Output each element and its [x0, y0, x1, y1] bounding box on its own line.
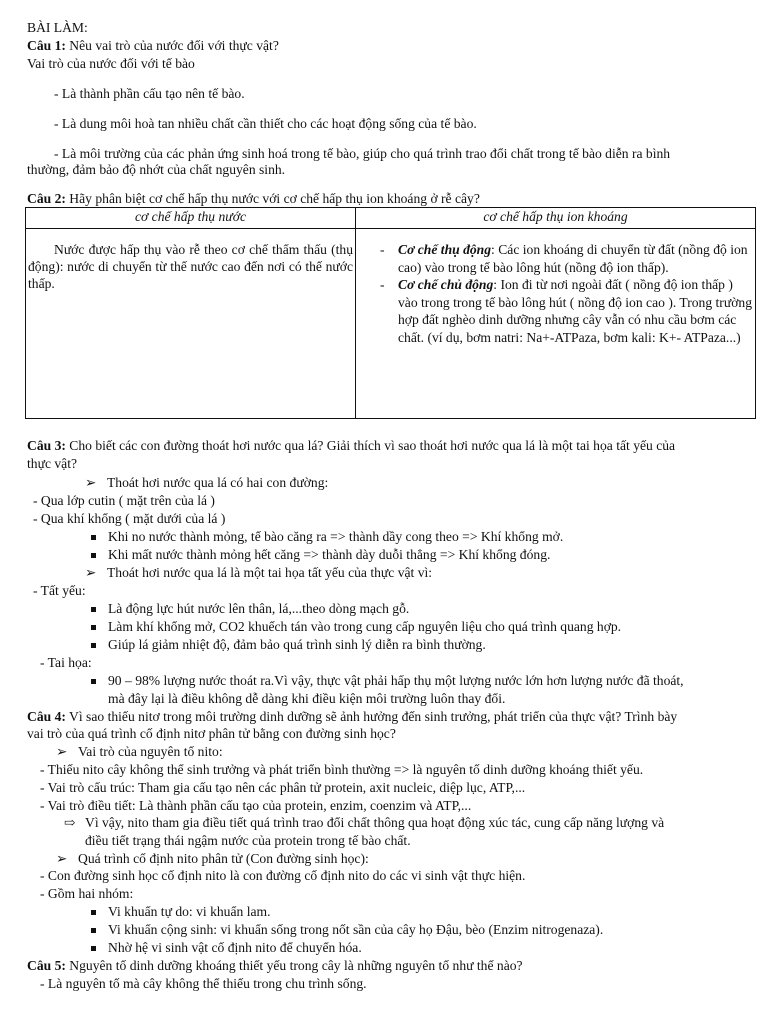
passive-mechanism — [358, 241, 753, 276]
q4-label: Câu 4: — [27, 709, 66, 724]
q3-dash-1: - Qua lớp cutin ( mặt trên của lá ) — [33, 493, 215, 508]
q1-label: Câu 1: — [27, 38, 66, 53]
q4-dash-1: - Thiếu nito cây không thể sinh trưởng và phát triển bình thường => là nguyên tố dinh dưỡng khoáng thiết yếu. — [40, 762, 644, 777]
table-header-water: cơ chế hấp thụ nước — [26, 208, 356, 229]
q4-double-arrow-cont: điều tiết trạng thái ngậm nước của protein trong tế bào chất. — [85, 833, 411, 848]
arrow-bullet-icon: ➢ — [56, 744, 68, 759]
q4-double-arrow-item — [64, 815, 664, 830]
q4-dash-3: - Vai trò điều tiết: Là thành phần cấu tạo của protein, enzim, coenzim và ATP,... — [40, 798, 472, 813]
table-cell-ion — [356, 229, 756, 419]
q3-dash-4: - Tai họa: — [40, 655, 92, 670]
table-cell-water — [26, 229, 356, 419]
square-bullet-icon — [91, 553, 96, 558]
q1-question — [27, 38, 279, 53]
q5-question-text: Nguyên tố dinh dưỡng khoáng thiết yếu trong cây là những nguyên tố như thế nào? — [65, 958, 523, 973]
q5-dash-1: - Là nguyên tố mà cây không thể thiếu trong chu trình sống. — [40, 976, 367, 991]
passive-title: Cơ chế thụ động — [398, 242, 492, 257]
q1-question-text: Nêu vai trò của nước đối với thực vật? — [65, 38, 279, 53]
q3-dash-2: - Qua khí khổng ( mặt dưới của lá ) — [33, 511, 226, 526]
dash-marker: - — [380, 242, 385, 257]
table-header-row — [26, 208, 756, 229]
table-row — [26, 229, 756, 419]
q1-item-3: - Là môi trường của các phản ứng sinh hoá trong tế bào, giúp cho quá trình trao đổi chất trong tế bào diễn ra bình — [54, 146, 671, 161]
square-bullet-icon — [91, 625, 96, 630]
q3-label: Câu 3: — [27, 438, 66, 453]
q4-arrow-item-2 — [56, 851, 369, 866]
q2-question-text: Hãy phân biệt cơ chế hấp thụ nước với cơ chế hấp thụ ion khoáng ở rễ cây? — [65, 191, 480, 206]
q4-question-text: Vì sao thiếu nitơ trong môi trường dinh dưỡng sẽ ảnh hưởng đến sinh trưởng, phát triển của thực vật? Trình bày — [65, 709, 678, 724]
q3-arrow-item-2 — [85, 565, 432, 580]
passive-text: : Các ion khoáng di chuyển từ đất (nồng độ ion cao) vào trong tế bào lông hút (nồng độ ion thấp). — [398, 242, 748, 275]
q3-question-text: Cho biết các con đường thoát hơi nước qua lá? Giải thích vì sao thoát hơi nước qua lá là một tai họa tất yếu của — [65, 438, 676, 453]
q1-item-1: - Là thành phần cấu tạo nên tế bào. — [54, 86, 245, 101]
q2-question — [27, 191, 480, 206]
dash-marker: - — [380, 277, 385, 292]
q5-label: Câu 5: — [27, 958, 66, 973]
q3-square-2: Khi mất nước thành mỏng hết căng => thành dày duỗi thẳng => Khí khổng đóng. — [108, 547, 551, 562]
q3-square-1: Khi no nước thành mỏng, tế bào căng ra => thành dầy cong theo => Khí khổng mở. — [108, 529, 564, 544]
active-title: Cơ chế chủ động — [398, 277, 494, 292]
active-text: : Ion đi từ nơi ngoài đất ( nồng độ ion thấp ) vào trong trong tế bào lông hút ( nồng độ ion cao ). Trong trường hợp đất nghèo dinh dưỡng nhưng cây vẫn có nhu cầu bơm các chất. (ví dụ, bơm natri: Na+-ATPaza, bơm kali: K+- ATPaza...) — [398, 277, 752, 345]
q4-question-cont: vai trò của quá trình cố định nitơ phân tử bằng con đường sinh học? — [27, 726, 396, 741]
q3-arrow-text-1: Thoát hơi nước qua lá có hai con đường: — [107, 475, 329, 490]
double-arrow-icon: ⇨ — [64, 815, 76, 830]
q3-arrow-item-1 — [85, 475, 328, 490]
square-bullet-icon — [91, 946, 96, 951]
q3-square-5: Giúp lá giảm nhiệt độ, đảm bảo quá trình sinh lý diễn ra bình thường. — [108, 637, 486, 652]
square-bullet-icon — [91, 607, 96, 612]
arrow-bullet-icon: ➢ — [56, 851, 68, 866]
q4-dash-4: - Con đường sinh học cố định nito là con đường cố định nito do các vi sinh vật thực hiện. — [40, 868, 526, 883]
q3-question — [27, 438, 675, 453]
arrow-bullet-icon: ➢ — [85, 475, 97, 490]
q3-square-3: Là động lực hút nước lên thân, lá,...theo dòng mạch gỗ. — [108, 601, 410, 616]
q1-subtitle: Vai trò của nước đối với tế bào — [27, 56, 195, 71]
q4-dash-2: - Vai trò cấu trúc: Tham gia cấu tạo nên các phân tử protein, axit nucleic, diệp lục, ATP,... — [40, 780, 526, 795]
q1-item-3-cont: thường, đảm bảo độ nhớt của chất nguyên sinh. — [27, 162, 286, 177]
q3-square-6: 90 – 98% lượng nước thoát ra.Vì vậy, thực vật phải hấp thụ một lượng nước lớn hơn lượng nước đã thoát, — [108, 673, 684, 688]
q4-square-1: Vi khuẩn tự do: vi khuẩn lam. — [108, 904, 271, 919]
water-mechanism-text: Nước được hấp thụ vào rễ theo cơ chế thẩm thấu (thụ động): nước di chuyển từ thế nước cao đến nơi có thế nước thấp. — [28, 242, 353, 291]
q4-arrow-item-1 — [56, 744, 223, 759]
comparison-table — [25, 207, 756, 419]
square-bullet-icon — [91, 535, 96, 540]
square-bullet-icon — [91, 679, 96, 684]
q4-square-2: Vi khuẩn cộng sinh: vi khuẩn sống trong nốt sần của cây họ Đậu, bèo (Enzim nitrogenaza). — [108, 922, 604, 937]
q4-question — [27, 709, 677, 724]
q3-dash-3: - Tất yếu: — [33, 583, 86, 598]
q3-question-cont: thực vật? — [27, 456, 78, 471]
q4-arrow-text-2: Quá trình cố định nito phân tử (Con đường sinh học): — [78, 851, 369, 866]
q2-label: Câu 2: — [27, 191, 66, 206]
q4-dash-5: - Gồm hai nhóm: — [40, 886, 134, 901]
q4-square-3: Nhờ hệ vi sinh vật cố định nito để chuyển hóa. — [108, 940, 362, 955]
q3-square-4: Làm khí khổng mở, CO2 khuếch tán vào trong cung cấp nguyên liệu cho quá trình quang hợp. — [108, 619, 622, 634]
q4-arrow-text-1: Vai trò của nguyên tố nito: — [78, 744, 223, 759]
q1-item-2: - Là dung môi hoà tan nhiều chất cần thiết cho các hoạt động sống của tế bào. — [54, 116, 477, 131]
active-mechanism — [358, 276, 753, 346]
square-bullet-icon — [91, 928, 96, 933]
arrow-bullet-icon: ➢ — [85, 565, 97, 580]
table-header-ion: cơ chế hấp thụ ion khoáng — [356, 208, 756, 229]
square-bullet-icon — [91, 643, 96, 648]
q3-arrow-text-2: Thoát hơi nước qua lá là một tai họa tất yếu của thực vật vì: — [107, 565, 433, 580]
q3-square-6-cont: mà đây lại là điều không dễ dàng khi điều kiện môi trường luôn thay đổi. — [108, 691, 506, 706]
q4-double-arrow-text: Vì vậy, nito tham gia điều tiết quá trình trao đổi chất thông qua hoạt động xúc tác, cung cấp năng lượng và — [85, 815, 665, 830]
heading: BÀI LÀM: — [27, 20, 88, 35]
q5-question — [27, 958, 523, 973]
square-bullet-icon — [91, 910, 96, 915]
